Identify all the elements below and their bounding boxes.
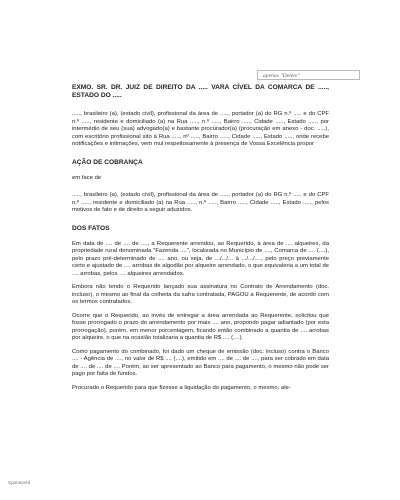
footer-label: Sponsored — [8, 480, 31, 485]
action-title: AÇÃO DE COBRANÇA — [72, 158, 143, 166]
intro-paragraph: ....., brasileiro (a), (estado civil), profissional da área de ....., portador (a) do RG n.º ..... e do CPF n.º ....., residente e domiciliado (a) na Rua ....., n.º ....., Bairro ....., Cidade ....., Estado ....., por intermédio de seu (sua) advogado(a) e bastante procurador(a) (procuração em anexo - doc. .....), com escritório profissional sito à Rua ....., nº ....., Bairro ....., Cidade ....., Estado ....., onde recebe notificações e intimações, vem mui respeitosamente à presença de Vossa Excelência propor — [72, 111, 329, 147]
facts-title: DOS FATOS — [72, 224, 110, 232]
em-face-text: em face de — [72, 174, 102, 181]
facts-paragraph-3: Ocorre que o Requerido, ao invés de entregar a área arrendada ao Requerente, solicitou que fosse prorrogado o prazo do arrendamento por mais .... ano, propondo pagar adiantado (por esta prorrogação), porém, em menor porcentagem, ficando então combinado a quantia de .... arrobas por alqueire, o que na ocasião totalizaria a quantia de R$ .... (....). — [72, 312, 329, 341]
facts-paragraph-5: Procurado o Requerido para que fizesse a liquidação do pagamento, o mesmo, ale- — [72, 384, 291, 391]
facts-paragraph-4: Como pagamento do combinado, foi dado um cheque de emissão (doc. incluso) contra o Banco .... - Agência de ...., no valor de R$ .... (....), emitido em .... de .... de ...., para ser cobrado em data de .... de .... de .... Porém, ao ser apresentado ao Banco para pagamento, o mesmo não pode ser pago por falta de fundos. — [72, 348, 329, 377]
delete-instruction-box[interactable]: apenas "Delete" — [257, 70, 360, 80]
petition-body — [72, 84, 329, 392]
defendant-paragraph: ....., brasileiro (a), (estado civil), profissional da área de ....., portador (a) do RG n.º ..... e do CPF n.º ....., residente e domiciliado (a) na Rua ....., n.º ....., Bairro ....., Cidade ....., Estado ....., pelos motivos de fato e de direito a seguir aduzidos. — [72, 192, 329, 213]
facts-paragraph-1: Em data de .... de .... de ...., a Requerente arrendou, ao Requerido, à área de .... alqueires, da propriedade rural denominada "Fazenda ....", localizada no Município de ...., Comarca de .... (....), pelo prazo pré-determinado de .... ano, ou seja, de .../.../... à .../.../...., pelo preço previamente certo e ajustado de .... arrobas de algodão por alqueire arrendado, o que equivaleria a um total de .... arrobas, pelos .... alqueires arrendados. — [72, 240, 329, 277]
court-heading: EXMO. SR. DR. JUIZ DE DIREITO DA ..... VARA CÍVEL DA COMARCA DE ....., ESTADO DO ..... — [72, 84, 329, 99]
facts-paragraph-2: Embora não tendo o Requerido lançado sua assinatura no Contrato de Arrendamento (doc. incluso), o mesmo ao final da colheita da safra contratada, PAGOU a Requerente, de acordo com os termos contratados. — [72, 284, 329, 305]
